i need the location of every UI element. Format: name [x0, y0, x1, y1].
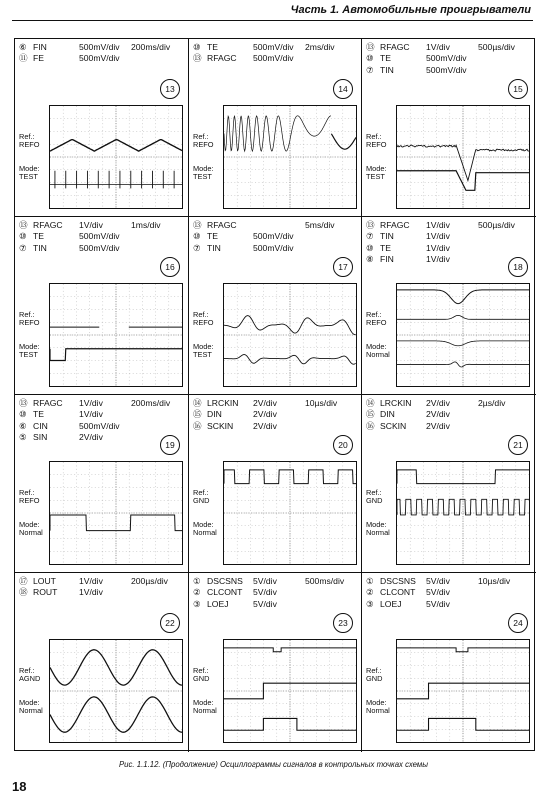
- waveform-plot: [397, 284, 529, 386]
- oscillogram-panel-14: [189, 39, 362, 217]
- signal-scale: 2V/div: [79, 432, 103, 443]
- signal-list: [19, 220, 184, 254]
- signal-name: FIN: [380, 254, 394, 265]
- ref-value: REFO: [366, 318, 387, 327]
- oscillogram-panel-20: [189, 395, 362, 573]
- signal-name: TIN: [33, 242, 47, 253]
- signal-name: TIN: [380, 231, 394, 242]
- signal-line: [19, 53, 184, 64]
- mode-label: Mode:: [366, 164, 387, 173]
- signal-line: [366, 398, 532, 409]
- signal-line: [193, 576, 357, 587]
- signal-line: [193, 599, 357, 610]
- signal-scale: 500mV/div: [426, 53, 467, 64]
- signal-pin-number: ⑯: [366, 420, 375, 431]
- signal-scale: 5V/div: [426, 598, 450, 609]
- signal-list: [193, 220, 357, 254]
- signal-line: [366, 53, 532, 64]
- signal-name: RFAGC: [33, 398, 63, 408]
- signal-pin-number: ⑮: [193, 409, 202, 420]
- signal-timebase: 500µs/div: [478, 220, 515, 230]
- signal-name: TIN: [207, 242, 221, 253]
- signal-line: [193, 220, 357, 231]
- signal-line: [193, 409, 357, 420]
- signal-line: [19, 409, 184, 420]
- oscilloscope-screen: [396, 283, 530, 387]
- signal-line: [193, 243, 357, 254]
- signal-pin-number: ⑭: [366, 398, 375, 408]
- ref-value: GND: [366, 496, 383, 505]
- ref-label: Ref.:: [19, 310, 35, 319]
- signal-pin-number: ⑬: [366, 42, 375, 52]
- panel-number-badge: 18: [508, 257, 528, 277]
- signal-list: [193, 576, 357, 610]
- signal-list: [366, 576, 532, 610]
- signal-timebase: 2ms/div: [305, 42, 335, 52]
- oscilloscope-screen: [49, 283, 183, 387]
- signal-scale: 500mV/div: [426, 64, 467, 75]
- signal-scale: 2V/div: [426, 398, 450, 408]
- signal-pin-number: ⑪: [19, 53, 28, 64]
- signal-scale: 1V/div: [79, 587, 103, 598]
- signal-line: [366, 243, 532, 254]
- mode-label: Mode:: [193, 164, 214, 173]
- mode-value: TEST: [193, 350, 212, 359]
- panel-number-badge: 14: [333, 79, 353, 99]
- signal-timebase: 200ms/div: [131, 398, 171, 408]
- waveform-plot: [224, 106, 356, 208]
- signal-pin-number: ⑥: [19, 42, 27, 52]
- waveform-plot: [50, 284, 182, 386]
- waveform-trace: [224, 316, 356, 365]
- signal-name: CLCONT: [380, 587, 416, 598]
- oscilloscope-screen: [223, 461, 357, 565]
- signal-pin-number: ⑰: [19, 576, 28, 586]
- signal-scale: 500mV/div: [79, 420, 120, 431]
- signal-pin-number: ⑭: [193, 398, 202, 408]
- signal-line: [366, 576, 532, 587]
- signal-scale: 500mV/div: [79, 42, 120, 52]
- signal-name: TIN: [380, 64, 394, 75]
- ref-value: REFO: [19, 496, 40, 505]
- signal-list: [366, 42, 532, 76]
- mode-label: Mode:: [19, 520, 40, 529]
- ref-label: Ref.:: [193, 132, 209, 141]
- oscilloscope-screen: [223, 639, 357, 743]
- signal-line: [193, 587, 357, 598]
- panel-number-badge: 19: [160, 435, 180, 455]
- signal-line: [19, 421, 184, 432]
- ref-value: GND: [366, 674, 383, 683]
- oscillogram-panel-18: [362, 217, 536, 395]
- signal-line: [366, 587, 532, 598]
- ref-value: GND: [193, 496, 210, 505]
- ref-label: Ref.:: [366, 310, 382, 319]
- mode-label: Mode:: [193, 342, 214, 351]
- signal-pin-number: ⑬: [193, 53, 202, 64]
- signal-name: TE: [380, 53, 391, 64]
- signal-scale: 5V/div: [253, 576, 277, 586]
- signal-pin-number: ⑯: [193, 420, 202, 431]
- signal-line: [193, 421, 357, 432]
- signal-name: SCKIN: [380, 420, 407, 431]
- waveform-plot: [224, 640, 356, 742]
- signal-name: DIN: [380, 409, 395, 420]
- signal-name: RFAGC: [207, 220, 237, 230]
- signal-pin-number: ⑮: [366, 409, 375, 420]
- signal-scale: 5V/div: [426, 587, 450, 598]
- oscilloscope-screen: [49, 461, 183, 565]
- signal-pin-number: ⑦: [19, 242, 27, 253]
- ref-label: Ref.:: [19, 488, 35, 497]
- signal-pin-number: ⑦: [366, 64, 374, 75]
- oscillogram-panel-16: [15, 217, 189, 395]
- signal-list: [19, 398, 184, 444]
- signal-scale: 1V/div: [426, 220, 450, 230]
- signal-pin-number: ⑩: [19, 231, 27, 242]
- panel-number-badge: 20: [333, 435, 353, 455]
- signal-pin-number: ③: [193, 598, 201, 609]
- mode-label: Mode:: [19, 342, 40, 351]
- oscilloscope-screen: [396, 461, 530, 565]
- signal-scale: 2V/div: [253, 398, 277, 408]
- oscillogram-panel-24: [362, 573, 536, 752]
- signal-list: [193, 42, 357, 65]
- signal-timebase: 200µs/div: [131, 576, 168, 586]
- oscillogram-panel-21: [362, 395, 536, 573]
- signal-name: FE: [33, 53, 44, 64]
- signal-line: [193, 53, 357, 64]
- oscillogram-panel-22: [15, 573, 189, 752]
- signal-scale: 1V/div: [79, 576, 103, 586]
- waveform-plot: [50, 462, 182, 564]
- signal-scale: 2V/div: [426, 409, 450, 420]
- signal-name: RFAGC: [380, 42, 410, 52]
- signal-pin-number: ⑦: [366, 231, 374, 242]
- mode-value: TEST: [193, 172, 212, 181]
- signal-pin-number: ⑱: [19, 587, 28, 598]
- signal-scale: 1V/div: [79, 398, 103, 408]
- signal-name: DIN: [207, 409, 222, 420]
- signal-scale: 500mV/div: [253, 42, 294, 52]
- signal-name: FIN: [33, 42, 47, 52]
- signal-name: TE: [380, 242, 391, 253]
- signal-timebase: 1ms/div: [131, 220, 161, 230]
- panel-number-badge: 24: [508, 613, 528, 633]
- signal-timebase: 200ms/div: [131, 42, 171, 52]
- signal-timebase: 10µs/div: [305, 398, 338, 408]
- signal-list: [366, 398, 532, 432]
- signal-pin-number: ②: [366, 587, 374, 598]
- signal-name: TE: [33, 231, 44, 242]
- signal-list: [19, 42, 184, 65]
- ref-label: Ref.:: [19, 666, 35, 675]
- mode-label: Mode:: [193, 698, 214, 707]
- panel-number-badge: 17: [333, 257, 353, 277]
- signal-pin-number: ⑩: [19, 409, 27, 420]
- signal-line: [366, 599, 532, 610]
- signal-scale: 500mV/div: [79, 231, 120, 242]
- signal-pin-number: ⑬: [193, 220, 202, 230]
- ref-label: Ref.:: [366, 132, 382, 141]
- signal-pin-number: ⑤: [19, 432, 27, 443]
- signal-name: LRCKIN: [207, 398, 239, 408]
- signal-scale: 5V/div: [426, 576, 450, 586]
- oscilloscope-screen: [223, 283, 357, 387]
- ref-label: Ref.:: [19, 132, 35, 141]
- mode-label: Mode:: [193, 520, 214, 529]
- figure-caption: Рис. 1.1.12. (Продолжение) Осциллограммы сигналов в контрольных точках схемы: [118, 760, 428, 769]
- signal-scale: 5V/div: [253, 587, 277, 598]
- mode-value: Normal: [193, 528, 217, 537]
- signal-line: [366, 421, 532, 432]
- signal-scale: [253, 220, 305, 231]
- mode-label: Mode:: [366, 342, 387, 351]
- waveform-trace: [50, 140, 182, 189]
- signal-pin-number: ⑬: [19, 398, 28, 408]
- signal-scale: 500mV/div: [79, 242, 120, 253]
- oscilloscope-screen: [396, 639, 530, 743]
- page-number: 18: [12, 779, 27, 794]
- signal-pin-number: ①: [366, 576, 374, 586]
- signal-name: LRCKIN: [380, 398, 412, 408]
- signal-scale: 500mV/div: [253, 231, 294, 242]
- panel-number-badge: 22: [160, 613, 180, 633]
- mode-label: Mode:: [366, 520, 387, 529]
- waveform-plot: [397, 640, 529, 742]
- running-header: Часть 1. Автомобильные проигрыватели: [290, 4, 531, 16]
- signal-pin-number: ⑩: [193, 231, 201, 242]
- signal-scale: 2V/div: [253, 420, 277, 431]
- oscilloscope-screen: [223, 105, 357, 209]
- waveform-plot: [397, 106, 529, 208]
- signal-line: [19, 398, 184, 409]
- signal-pin-number: ⑬: [19, 220, 28, 230]
- signal-pin-number: ⑥: [19, 420, 27, 431]
- mode-value: Normal: [366, 706, 390, 715]
- signal-line: [193, 42, 357, 53]
- ref-label: Ref.:: [193, 310, 209, 319]
- ref-value: REFO: [19, 318, 40, 327]
- ref-value: REFO: [366, 140, 387, 149]
- signal-scale: 1V/div: [426, 242, 450, 253]
- ref-value: AGND: [19, 674, 41, 683]
- header-rule: [12, 20, 533, 21]
- signal-line: [366, 65, 532, 76]
- signal-line: [19, 243, 184, 254]
- signal-list: [366, 220, 532, 266]
- signal-scale: 2V/div: [253, 409, 277, 420]
- signal-pin-number: ⑧: [366, 254, 374, 265]
- signal-pin-number: ①: [193, 576, 201, 586]
- signal-pin-number: ③: [366, 598, 374, 609]
- mode-label: Mode:: [19, 698, 40, 707]
- signal-pin-number: ⑦: [193, 242, 201, 253]
- signal-name: ROUT: [33, 587, 58, 598]
- signal-name: CIN: [33, 420, 48, 431]
- oscilloscope-screen: [396, 105, 530, 209]
- ref-value: REFO: [19, 140, 40, 149]
- mode-value: TEST: [366, 172, 385, 181]
- mode-value: Normal: [19, 528, 43, 537]
- signal-line: [366, 254, 532, 265]
- mode-value: Normal: [193, 706, 217, 715]
- signal-scale: 500mV/div: [253, 242, 294, 253]
- mode-value: Normal: [366, 528, 390, 537]
- mode-label: Mode:: [366, 698, 387, 707]
- ref-value: REFO: [193, 318, 214, 327]
- signal-list: [193, 398, 357, 432]
- oscilloscope-screen: [49, 639, 183, 743]
- waveform-plot: [224, 462, 356, 564]
- mode-value: TEST: [19, 172, 38, 181]
- oscillogram-panel-13: [15, 39, 189, 217]
- signal-timebase: 5ms/div: [305, 220, 335, 230]
- signal-line: [366, 220, 532, 231]
- ref-value: GND: [193, 674, 210, 683]
- panel-number-badge: 23: [333, 613, 353, 633]
- oscillogram-panel-23: [189, 573, 362, 752]
- signal-name: DSCSNS: [207, 576, 243, 586]
- signal-scale: 1V/div: [426, 231, 450, 242]
- signal-line: [193, 231, 357, 242]
- signal-line: [19, 576, 184, 587]
- signal-pin-number: ②: [193, 587, 201, 598]
- signal-list: [19, 576, 184, 599]
- signal-scale: 2V/div: [426, 420, 450, 431]
- waveform-plot: [50, 640, 182, 742]
- mode-value: TEST: [19, 350, 38, 359]
- signal-pin-number: ⑩: [193, 42, 201, 52]
- signal-pin-number: ⑩: [366, 242, 374, 253]
- oscillogram-grid: [14, 38, 535, 751]
- signal-scale: 5V/div: [253, 598, 277, 609]
- signal-name: RFAGC: [33, 220, 63, 230]
- signal-pin-number: ⑩: [366, 53, 374, 64]
- ref-label: Ref.:: [366, 666, 382, 675]
- signal-name: SIN: [33, 432, 48, 443]
- panel-number-badge: 16: [160, 257, 180, 277]
- mode-value: Normal: [19, 706, 43, 715]
- signal-name: TE: [33, 409, 44, 420]
- oscillogram-panel-17: [189, 217, 362, 395]
- signal-line: [19, 42, 184, 53]
- signal-name: RFAGC: [207, 53, 237, 64]
- ref-value: REFO: [193, 140, 214, 149]
- signal-scale: 1V/div: [79, 409, 103, 420]
- signal-timebase: 2µs/div: [478, 398, 506, 408]
- mode-label: Mode:: [19, 164, 40, 173]
- signal-scale: 1V/div: [426, 254, 450, 265]
- oscillogram-panel-15: [362, 39, 536, 217]
- panel-number-badge: 21: [508, 435, 528, 455]
- signal-timebase: 10µs/div: [478, 576, 511, 586]
- signal-line: [19, 587, 184, 598]
- signal-line: [366, 409, 532, 420]
- panel-number-badge: 13: [160, 79, 180, 99]
- oscilloscope-screen: [49, 105, 183, 209]
- signal-line: [19, 220, 184, 231]
- signal-scale: 500mV/div: [253, 53, 294, 64]
- signal-scale: 1V/div: [79, 220, 103, 230]
- signal-timebase: 500ms/div: [305, 576, 345, 586]
- signal-scale: 500mV/div: [79, 53, 120, 64]
- signal-name: DSCSNS: [380, 576, 416, 586]
- signal-name: CLCONT: [207, 587, 243, 598]
- ref-label: Ref.:: [193, 666, 209, 675]
- signal-pin-number: ⑬: [366, 220, 375, 230]
- mode-value: Normal: [366, 350, 390, 359]
- waveform-plot: [50, 106, 182, 208]
- signal-name: TE: [207, 42, 218, 52]
- waveform-plot: [397, 462, 529, 564]
- ref-label: Ref.:: [366, 488, 382, 497]
- ref-label: Ref.:: [193, 488, 209, 497]
- signal-scale: 1V/div: [426, 42, 450, 52]
- signal-name: TE: [207, 231, 218, 242]
- waveform-plot: [224, 284, 356, 386]
- signal-line: [193, 398, 357, 409]
- signal-name: LOEJ: [207, 598, 229, 609]
- signal-timebase: 500µs/div: [478, 42, 515, 52]
- panel-number-badge: 15: [508, 79, 528, 99]
- oscillogram-panel-19: [15, 395, 189, 573]
- signal-line: [366, 231, 532, 242]
- signal-name: RFAGC: [380, 220, 410, 230]
- signal-line: [366, 42, 532, 53]
- signal-name: LOEJ: [380, 598, 402, 609]
- signal-name: SCKIN: [207, 420, 234, 431]
- signal-line: [19, 231, 184, 242]
- signal-name: LOUT: [33, 576, 56, 586]
